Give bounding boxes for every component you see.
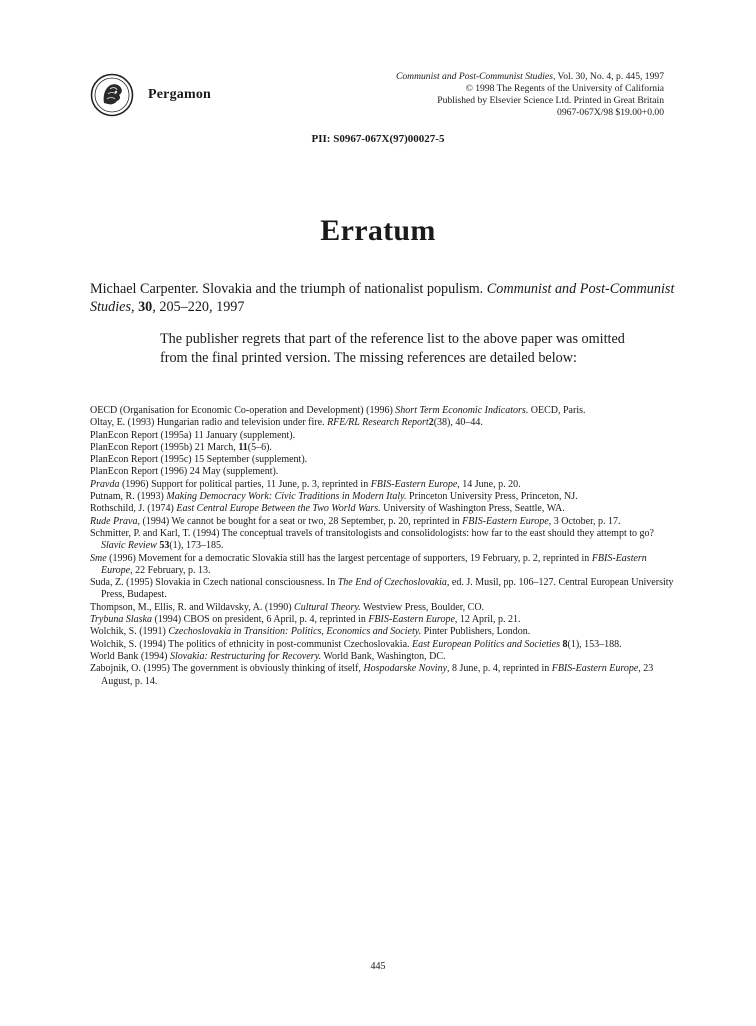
reference-item <box>90 466 676 478</box>
reference-bold: 11 <box>238 441 248 453</box>
reference-pre: Zabojnik, O. (1995) The government is obviously thinking of itself, <box>90 663 364 675</box>
reference-pre: Oltay, E. (1993) Hungarian radio and television under fire. <box>90 417 328 429</box>
reference-item <box>90 626 676 638</box>
reference-post: World Bank, Washington, DC. <box>321 650 446 662</box>
copyright-line: © 1998 The Regents of the University of California <box>465 83 664 94</box>
reference-post: , 14 June, p. 20. <box>457 478 521 490</box>
journal-volume-info: , Vol. 30, No. 4, p. 445, 1997 <box>552 71 664 82</box>
reference-post: , 22 February, p. 13. <box>130 564 211 576</box>
reference-item <box>90 442 676 454</box>
reference-post: , 8 June, p. 4, reprinted in <box>447 663 552 675</box>
reference-item <box>90 577 676 602</box>
reference-pre: Rothschild, J. (1974) <box>90 503 177 515</box>
reference-post: Pinter Publishers, London. <box>421 626 531 638</box>
reference-post: . OECD, Paris. <box>525 405 586 416</box>
reference-post: , 3 October, p. 17. <box>548 515 621 527</box>
reference-it: RFE/RL Research Report <box>327 417 429 429</box>
reference-pre: Putnam, R. (1993) <box>90 491 167 503</box>
reference-lead-it: Rude Prava <box>90 515 138 527</box>
reference-pre: World Bank (1994) <box>90 650 171 662</box>
reference-item <box>90 491 676 503</box>
reference-post: (1), 173–185. <box>169 540 224 552</box>
publisher-name: Pergamon <box>148 87 212 102</box>
reference-bold: 53 <box>156 540 170 552</box>
reference-it: Hospodarske Noviny <box>363 663 448 675</box>
reference-item <box>90 639 676 651</box>
citation-author-title: Michael Carpenter. Slovakia and the triumph of nationalist populism. <box>90 281 487 297</box>
reference-it: Short Term Economic Indicators <box>395 405 526 416</box>
reference-pre: (1996) Movement for a democratic Slovakia still has the largest percentage of supporters, 19 February, p. 2, reprinted in <box>106 552 592 564</box>
reference-pre: (1994) CBOS on president, 6 April, p. 4, reprinted in <box>151 614 369 626</box>
pergamon-logo-icon <box>90 73 134 117</box>
reference-pre: Thompson, M., Ellis, R. and Wildavsky, A. (1990) <box>90 601 295 613</box>
reference-it: The End of Czechoslovakia <box>337 577 447 589</box>
journal-info <box>396 71 664 119</box>
reference-post: Princeton University Press, Princeton, NJ. <box>406 491 578 503</box>
reference-post: (5–6). <box>247 441 272 453</box>
reference-item <box>90 417 676 429</box>
reference-it: FBIS-Eastern Europe <box>462 515 549 527</box>
reference-post: , ed. J. Musil, pp. 106–127. Central European University Press, Budapest. <box>101 577 674 601</box>
reference-item <box>90 651 676 663</box>
reference-post: (1), 153–188. <box>567 638 622 650</box>
reference-bold: 8 <box>559 638 568 650</box>
page-title: Erratum <box>320 214 436 247</box>
reference-item <box>90 430 676 442</box>
reference-it: Czechoslovakia in Transition: Politics, Economics and Society. <box>168 626 422 638</box>
reference-post2: , 23 August, p. 14. <box>101 663 654 687</box>
reference-pre: OECD (Organisation for Economic Co-operation and Development) (1996) <box>90 405 396 416</box>
publisher-notice: The publisher regrets that part of the reference list to the above paper was omitted from the final printed version. The missing references are detailed below: <box>160 331 625 366</box>
issn-price-line: 0967-067X/98 $19.00+0.00 <box>557 107 664 118</box>
page-number: 445 <box>370 961 386 972</box>
citation-separator: , <box>130 299 139 315</box>
reference-item <box>90 528 676 553</box>
reference-pre: PlanEcon Report (1995b) 21 March, <box>90 441 239 453</box>
reference-pre: Wolchik, S. (1994) The politics of ethnicity in post-communist Czechoslovakia. <box>90 638 413 650</box>
reference-item <box>90 479 676 491</box>
reference-pre: Schmitter, P. and Karl, T. (1994) The conceptual travels of transitologists and consolidologists: how far to the east should they attempt to go? <box>90 527 654 539</box>
reference-item <box>90 614 676 626</box>
published-by-line: Published by Elsevier Science Ltd. Printed in Great Britain <box>437 95 664 106</box>
reference-it: FBIS-Eastern Europe <box>370 478 458 490</box>
citation-volume: 30 <box>138 299 153 315</box>
reference-it: FBIS-Eastern Europe <box>101 552 647 576</box>
reference-pre: PlanEcon Report (1995a) 11 January (supplement). <box>90 429 296 441</box>
reference-it: FBIS-Eastern Europe <box>368 614 455 626</box>
reference-it: East Central Europe Between the Two World Wars. <box>176 503 381 515</box>
reference-list <box>90 405 676 688</box>
reference-pre: Wolchik, S. (1991) <box>90 626 169 638</box>
reference-lead-it: Pravda <box>90 478 120 490</box>
reference-item <box>90 663 676 688</box>
pii-identifier: PII: S0967-067X(97)00027-5 <box>311 133 445 145</box>
reference-item <box>90 553 676 578</box>
journal-citation-line <box>396 71 664 83</box>
reference-post: (38), 40–44. <box>433 417 483 429</box>
reference-lead-it: Trybuna Slaska <box>90 614 152 626</box>
reference-item <box>90 516 676 528</box>
reference-item <box>90 503 676 515</box>
citation-pages-year: , 205–220, 1997 <box>152 299 245 315</box>
reference-item <box>90 602 676 614</box>
reference-it: Slovakia: Restructuring for Recovery. <box>170 650 322 662</box>
reference-lead-it: Sme <box>90 552 107 564</box>
erratum-citation <box>90 280 680 316</box>
reference-pre: , (1994) We cannot be bought for a seat or two, 28 September, p. 20, reprinted in <box>137 515 463 527</box>
reference-it2: FBIS-Eastern Europe <box>551 663 639 675</box>
reference-pre: (1996) Support for political parties, 11 June, p. 3, reprinted in <box>119 478 371 490</box>
reference-post: Westview Press, Boulder, CO. <box>360 601 485 613</box>
reference-it: Making Democracy Work: Civic Traditions in Modern Italy. <box>166 491 407 503</box>
reference-post: University of Washington Press, Seattle, WA. <box>380 503 565 515</box>
citation-journal: Communist and Post-Communist Studies <box>90 281 675 315</box>
reference-it: East European Politics and Societies <box>412 638 560 650</box>
reference-pre: PlanEcon Report (1995c) 15 September (supplement). <box>90 454 308 466</box>
reference-bold: 2 <box>428 417 434 429</box>
reference-pre: Suda, Z. (1995) Slovakia in Czech national consciousness. In <box>90 577 338 589</box>
reference-it: Slavic Review <box>101 540 157 552</box>
reference-it: Cultural Theory. <box>294 601 361 613</box>
reference-item <box>90 405 676 417</box>
reference-item <box>90 454 676 466</box>
reference-post: , 12 April, p. 21. <box>454 614 521 626</box>
reference-pre: PlanEcon Report (1996) 24 May (supplement). <box>90 466 279 478</box>
journal-name: Communist and Post-Communist Studies <box>395 71 553 82</box>
